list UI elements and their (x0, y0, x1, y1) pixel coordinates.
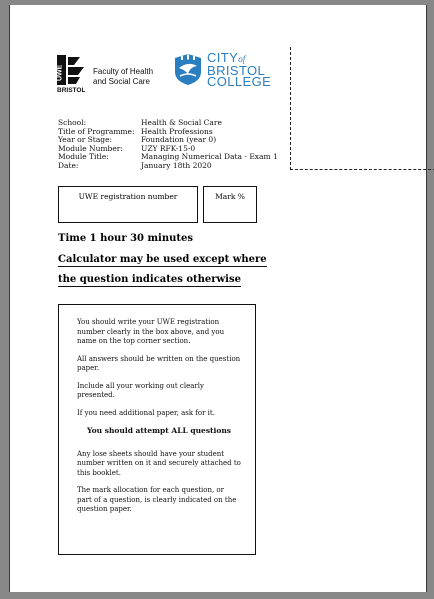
mark-label: Mark % (215, 192, 245, 201)
instruction-additional-paper: If you need additional paper, ask for it. (77, 408, 215, 417)
mark-box[interactable] (203, 186, 257, 223)
detail-label: Module Title: (58, 152, 109, 161)
faculty-name (93, 67, 153, 87)
detail-label: Title of Programme: (58, 126, 135, 136)
exam-details (58, 119, 278, 170)
instruction-mark-allocation: The mark allocation for each question, or part of a question, is clearly indicated on the question paper. (77, 486, 237, 513)
detail-value: Health & Social Care (141, 118, 222, 127)
detail-value: Health Professions (141, 126, 213, 136)
uwe-logo-icon (57, 55, 87, 93)
instruction-answers: All answers should be written on the question paper. (77, 354, 241, 372)
cbc-line-1: CITY (207, 50, 239, 65)
detail-label: Date: (58, 160, 79, 170)
cbc-line-3: COLLEGE (207, 74, 272, 89)
uwe-brand-text: UWE (57, 64, 64, 81)
detail-value: January 18th 2020 (141, 160, 212, 170)
calculator-note-line-2: the question indicates otherwise (58, 274, 241, 285)
instruction-attempt-all: You should attempt ALL questions (86, 426, 232, 435)
calculator-note-line-1: Calculator may be used except where (58, 254, 267, 265)
detail-label: School: (58, 118, 87, 127)
uwe-city-text: BRISTOL (57, 87, 86, 93)
city-of-bristol-college-emblem-icon (173, 52, 203, 86)
detail-row-date (58, 162, 278, 171)
city-of-bristol-college-name (207, 52, 271, 87)
faculty-line-2: and Social Care (93, 77, 150, 86)
detail-label: Year or Stage: (58, 135, 113, 144)
instruction-registration: You should write your UWE registration number clearly in the box above, and you name on the top corner section. (77, 318, 225, 345)
instructions-box (58, 304, 256, 555)
exam-duration: Time 1 hour 30 minutes (58, 233, 193, 244)
exam-cover-page (9, 5, 427, 592)
detail-value: Managing Numerical Data - Exam 1 (141, 152, 278, 161)
registration-number-label: UWE registration number (78, 192, 178, 201)
faculty-line-1: Faculty of Health (93, 67, 154, 76)
detail-label: Module Number: (58, 143, 123, 153)
cbc-line-2: BRISTOL (207, 63, 266, 78)
cbc-of: of (238, 54, 246, 64)
detail-value: Foundation (year 0) (141, 135, 217, 144)
detail-value: UZY RFK-15-0 (141, 143, 196, 153)
instruction-loose-sheets: Any lose sheets should have your student number written on it and securely attached to this booklet. (77, 449, 241, 477)
instruction-working: Include all your working out clearly presented. (77, 381, 204, 399)
registration-number-box[interactable] (58, 186, 198, 223)
name-corner-section[interactable] (290, 47, 434, 170)
